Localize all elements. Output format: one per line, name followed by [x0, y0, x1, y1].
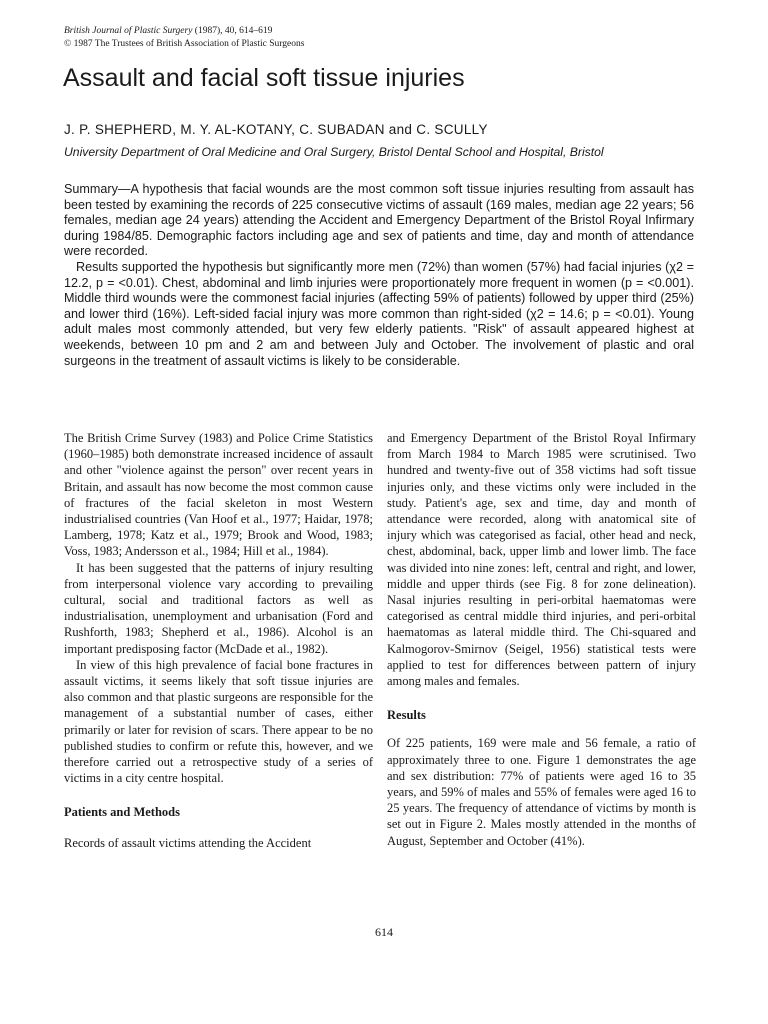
results-paragraph-1: Of 225 patients, 169 were male and 56 female, a ratio of approximately three to one. Figure 1 demonstrates the age and sex distribution: 77% of patients were aged 16 to 35 years, and 59% of males and 55% of females were aged 16 to 25 years. The frequency of attendance of victims by month is set out in Figure 2. Males mostly attended in the months of August, September and October (41%).	[387, 736, 696, 848]
page-number: 614	[375, 925, 393, 939]
journal-header	[64, 25, 704, 51]
journal-volume-pages: (1987), 40, 614–619	[192, 26, 273, 36]
summary-paragraph: Summary—A hypothesis that facial wounds are the most common soft tissue injuries resulting from assault has been tested by examining the records of 225 consecutive victims of assault (169 males, median age 22 years; 56 females, median age 24 years) attending the Accident and Emergency Department of the Bristol Royal Infirmary during 1984/85. Demographic factors including age and sex of patients and time, day and month of attendance were recorded.	[64, 182, 694, 259]
intro-paragraph-2: It has been suggested that the patterns of injury resulting from interpersonal violence vary according to prevailing cultural, social and traditional factors as well as industrialisation, unemployment and urbanisation (Ford and Rushforth, 1983; Shepherd et al., 1986). Alcohol is an important predisposing factor (McDade et al., 1982).	[64, 560, 373, 656]
section-heading-patients-methods: Patients and Methods	[64, 805, 180, 820]
body-right-column	[387, 430, 696, 849]
intro-paragraph-1: The British Crime Survey (1983) and Police Crime Statistics (1960–1985) both demonstrate increased incidence of assault and other "violence against the person" over recent years in Britain, and assault has now become the most common cause of fractures of the facial skeleton in most Western industrialised countries (Van Hoof et al., 1977; Haidar, 1978; Lamberg, 1978; Katz et al., 1979; Brook and Wood, 1983; Voss, 1983; Andersson et al., 1984; Hill et al., 1984).	[64, 431, 373, 559]
methods-paragraph-start: Records of assault victims attending the Accident	[64, 835, 312, 850]
intro-paragraph-3: In view of this high prevalence of facial bone fractures in assault victims, it seems likely that soft tissue injuries are also common and that plastic surgeons are responsible for the management of a substantial number of cases, either primarily or later for revision of scars. There appear to be no published studies to confirm or refute this, however, and we therefore carried out a retrospective study of a series of victims in a city centre hospital.	[64, 657, 373, 786]
journal-citation-line	[64, 25, 704, 38]
body-left-column	[64, 430, 373, 851]
article-authors: J. P. SHEPHERD, M. Y. AL-KOTANY, C. SUBADAN and C. SCULLY	[64, 122, 488, 137]
summary-abstract	[64, 182, 694, 369]
article-title: Assault and facial soft tissue injuries	[63, 64, 465, 92]
methods-paragraph-continued: and Emergency Department of the Bristol Royal Infirmary from March 1984 to March 1985 were scrutinised. Two hundred and twenty-five out of 358 victims had soft tissue injuries only, and these victims only were included in the study. Patient's age, sex and time, day and month of attendance were recorded, along with anatomical site of injury which was categorised as facial, other head and neck, chest, abdominal, back, upper limb and lower limb. The face was divided into nine zones: left, central and right, and lower, middle and upper thirds (see Fig. 8 for zone delineation). Nasal injuries resulting in peri-orbital haematomas were categorised as central middle third injuries, and peri-orbital haematomas as lateral middle third. The Chi-squared and Kalmogorov-Smirnov (Seigel, 1956) statistical tests were applied to test for differences between pattern of injury among males and females.	[387, 431, 696, 689]
journal-copyright: © 1987 The Trustees of British Association of Plastic Surgeons	[64, 39, 305, 49]
summary-results-paragraph: Results supported the hypothesis but significantly more men (72%) than women (57%) had facial injuries (χ2 = 12.2, p = <0.01). Chest, abdominal and limb injuries were proportionately more frequent in women (p = <0.001). Middle third wounds were the commonest facial injuries (affecting 59% of patients) followed by upper third (25%) and lower third (16%). Left-sided facial injury was more common than right-sided (χ2 = 14.6; p = <0.01). Young adult males most commonly attended, but very few elderly patients. "Risk" of assault appeared highest at weekends, between 10 pm and 2 am and between July and October. The involvement of plastic and oral surgeons in the treatment of assault victims is likely to be considerable.	[64, 259, 694, 368]
journal-name: British Journal of Plastic Surgery	[64, 26, 193, 36]
section-heading-results: Results	[387, 708, 426, 723]
article-affiliation: University Department of Oral Medicine and Oral Surgery, Bristol Dental School and Hospital, Bristol	[64, 145, 604, 159]
